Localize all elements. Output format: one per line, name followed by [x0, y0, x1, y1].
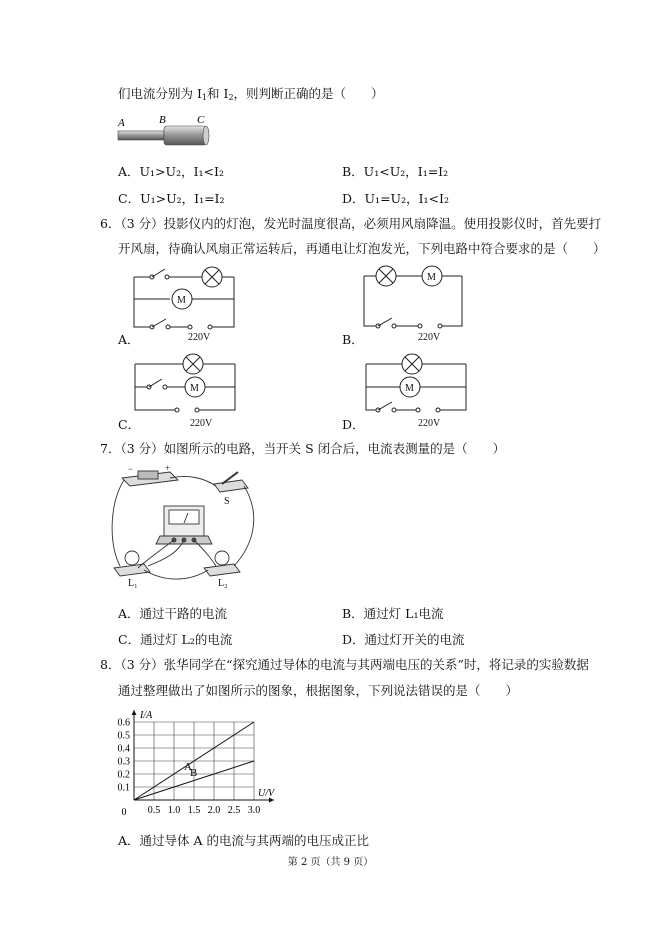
x-axis-label: U/V	[258, 788, 275, 799]
y-tick-label: 0.1	[117, 782, 130, 794]
q6-stem-line1: 6．（3 分）投影仪内的灯泡，发光时温度很高，必须用风扇降温。使用投影仪时，首先要打	[100, 216, 602, 231]
label-b: B	[159, 114, 166, 126]
q7-option-b[interactable]: B．通过灯 L₁电流	[342, 606, 444, 621]
y-tick-label: 0.2	[117, 769, 130, 781]
q6-option-b[interactable]: B．	[342, 332, 364, 347]
q5-option-b[interactable]: B．U₁<U₂，I₁=I₂	[342, 164, 449, 179]
voltage-label-b: 220V	[418, 332, 441, 343]
y-tick-label: 0.6	[117, 717, 130, 729]
motor-label-b: M	[427, 272, 436, 283]
voltage-label-c: 220V	[190, 418, 213, 429]
x-tick-label: 2.0	[207, 805, 221, 816]
y-tick-label: 0.4	[117, 743, 130, 755]
series-label-b: B	[190, 766, 198, 779]
y-axis-arrow	[132, 710, 137, 715]
motor-label-c: M	[190, 383, 199, 394]
q5-stem-tail: 们电流分别为 $I_1$和 $I_2$，则判断正确的是（ ）	[118, 86, 384, 102]
voltage-label-d: 220V	[418, 418, 441, 429]
q8-stem-line1: 8．（3 分）张华同学在“探究通过导体的电流与其两端电压的关系”时，将记录的实验数据	[100, 657, 589, 672]
switch-label: S	[224, 496, 230, 507]
q6-stem-line2: 开风扇，待确认风扇正常运转后，再通电让灯泡发光，下列电路中符合要求的是（ ）	[118, 241, 606, 256]
x-tick-label: 2.5	[227, 805, 241, 816]
q6-option-d[interactable]: D．	[342, 417, 365, 432]
q5-conductor-figure	[112, 112, 222, 154]
x-tick-label: 1.5	[187, 805, 201, 816]
motor-label-a: M	[177, 295, 186, 306]
q7-option-d[interactable]: D．通过灯开关的电流	[342, 632, 465, 647]
label-a: A	[118, 117, 125, 129]
q7-physical-circuit	[108, 462, 258, 594]
q5-option-d[interactable]: D．U₁=U₂，I₁<I₂	[342, 191, 449, 206]
bulb-l2-label: L₂	[218, 578, 228, 589]
q7-option-c[interactable]: C．通过灯 L₂的电流	[118, 632, 233, 647]
iu-chart	[108, 708, 288, 820]
page-footer: 第 2 页（共 9 页）	[287, 857, 374, 868]
q6-circuit-c	[125, 350, 245, 432]
voltage-label-a: 220V	[188, 332, 211, 343]
q6-circuit-d	[356, 350, 476, 432]
q6-option-a[interactable]: A．	[118, 332, 140, 347]
q6-option-c[interactable]: C．	[118, 417, 141, 432]
q8-stem-line2: 通过整理做出了如图所示的图象，根据图象，下列说法错误的是（ ）	[118, 683, 519, 698]
svg-text:+: +	[165, 463, 171, 473]
x-tick-label: 1.0	[167, 805, 181, 816]
chart-axes	[132, 710, 275, 803]
x-tick-label: 3.0	[247, 805, 261, 816]
y-axis-label: I/A	[140, 710, 153, 721]
y-tick-label: 0.3	[117, 756, 130, 768]
q7-stem: 7．（3 分）如图所示的电路，当开关 S 闭合后，电流表测量的是（ ）	[100, 441, 506, 456]
origin-label: 0	[121, 807, 127, 818]
q5-option-a[interactable]: A．U₁>U₂，I₁<I₂	[118, 164, 224, 179]
q6-circuit-b	[352, 260, 482, 346]
series-label-a: A	[184, 761, 192, 773]
q8-option-a[interactable]: A．通过导体 A 的电流与其两端的电压成正比	[118, 833, 370, 848]
x-tick-label: 0.5	[147, 805, 161, 816]
bulb-l1-label: L₁	[128, 578, 138, 589]
svg-text:−: −	[128, 464, 134, 474]
motor-label-d: M	[405, 383, 414, 394]
q7-option-a[interactable]: A．通过干路的电流	[118, 606, 228, 621]
y-tick-label: 0.5	[117, 730, 130, 742]
label-c: C	[197, 114, 205, 126]
q5-option-c[interactable]: C．U₁>U₂，I₁=I₂	[118, 191, 225, 206]
chart-labels	[118, 710, 277, 818]
